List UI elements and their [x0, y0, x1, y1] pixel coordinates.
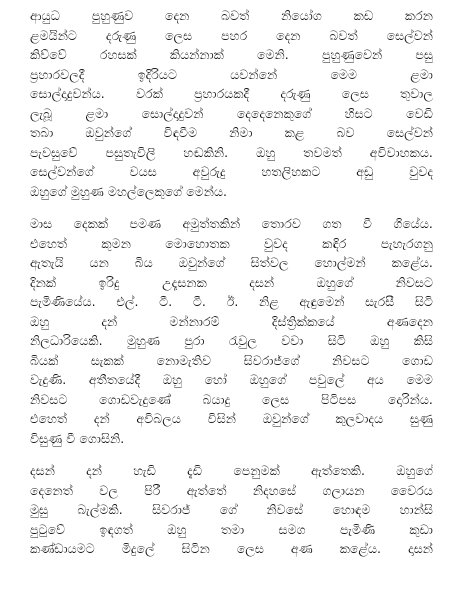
text-line: ලැබූ ළමා සොල්දාදුවන් දෙදෙනෙකුගේ හිසට වෙඩි	[30, 105, 433, 121]
text-line: දිනක් ඉරිදු උදෑසනක දසන් ඔහුගේ නිවසට	[30, 274, 433, 290]
text-line: පැමිණියේය. එල්. ටී. ටී. ඊ. නිළ ඇඳුමෙන් සැරසී සිටි	[30, 294, 433, 309]
text-line: පුටුවේ ඉඳගත් ඔහු තමා සමග පැමිණි කුඩා	[30, 521, 433, 537]
text-line: සෙල්වන්ගේ වයස අවුරුදු හතලිහකට අඩු වුවද	[30, 164, 433, 179]
text-line: ඔහුගේ මුහුණ මහල්ලෙකුගේ මෙන්ය.	[30, 183, 228, 199]
paragraph-3	[30, 461, 433, 559]
paragraph-gap	[30, 448, 433, 461]
text-line: ඇතැයි යන බිය ඔවුන්ගේ සිත්වල හොල්මන් කළේය.	[30, 255, 433, 270]
text-line: තබා ඔවුන්ගේ විඳවීම නිමා කළ බව සෙල්වන්	[30, 125, 433, 140]
text-line: පැවසුවේ පසුතැවිලි හඬකිනි. ඔහු තවමත් අවිවාහකය.	[30, 144, 433, 160]
text-line: වැදුණි. අතීතයේදී ඔහු හෝ ඔහුගේ පවුලේ අය මෙම	[30, 372, 433, 387]
text-line: මාස දෙකක් පමණ අමුත්තකින් තොරව ගත වී ගියේය.	[30, 216, 433, 231]
paragraph-1	[30, 6, 433, 201]
text-line: ඔහු දන් මන්නාරම් දිස්ත්‍රික්කයේ අණදෙන	[30, 313, 433, 329]
text-line: ආයුධ පුහුණුව දෙන බවත් නියෝග කඩ කරන	[30, 8, 433, 23]
text-line: කිව්වේ රහසක් කියන්නාක් මෙනි. පුහුණුවෙන් පසු	[30, 47, 433, 62]
text-line: නිවසට ගොඩවැදුණේ බයාදු ලෙස පිටිපස දොරින්ය.	[30, 391, 433, 407]
text-line: මුසු බැල්මකි. සිවරාජ් ගේ නිවසේ හොඳම හාන්සි	[30, 502, 433, 517]
text-line: ප්‍රහාරවලදී ඉදිරියට යවන්නේ මෙම ළමා	[30, 66, 433, 82]
text-line: දසන් දන් හැඩි දැඩි පෙනුමක් ඇත්තෙකි. ඔහුගේ	[30, 463, 433, 478]
text-line: නිලධාරියෙකි. මුහුණ පුරා රැවුල වවා සිටි ඔහු කිසි	[30, 333, 433, 348]
text-line: දෙනෙත් වල පිරී ඇත්තේ නිදහසේ ගලායන වෛරය	[30, 482, 433, 498]
text-line: එහෙත් දන් අවිබලය විසින් ඔවුන්ගේ කුලවාදය සුණු	[30, 411, 433, 426]
text-line: කණ්ඩායමට මිදුලේ සිටින ලෙස අණ කළේය. දාසන්	[30, 541, 433, 556]
text-line: විසුණු වී ගොසිනි.	[30, 430, 125, 446]
text-line: බියක් සැකක් නොමැතිව සිවරාජ්ගේ නිවසට ගොඩ	[30, 352, 433, 368]
paragraph-2	[30, 214, 433, 448]
paragraph-gap	[30, 201, 433, 214]
text-line: සොල්දාදුවන්ය. වරක් ප්‍රහාරයකදී දරුණු ලෙස තුවාල	[30, 86, 433, 101]
text-line: ළමයින්ට දරුණු ලෙස පහර දෙන බවත් සෙල්වන්	[30, 27, 433, 43]
text-line: එහෙත් කුමන මොහොතක වුවද කඳිර පැහැරගනු	[30, 235, 433, 251]
